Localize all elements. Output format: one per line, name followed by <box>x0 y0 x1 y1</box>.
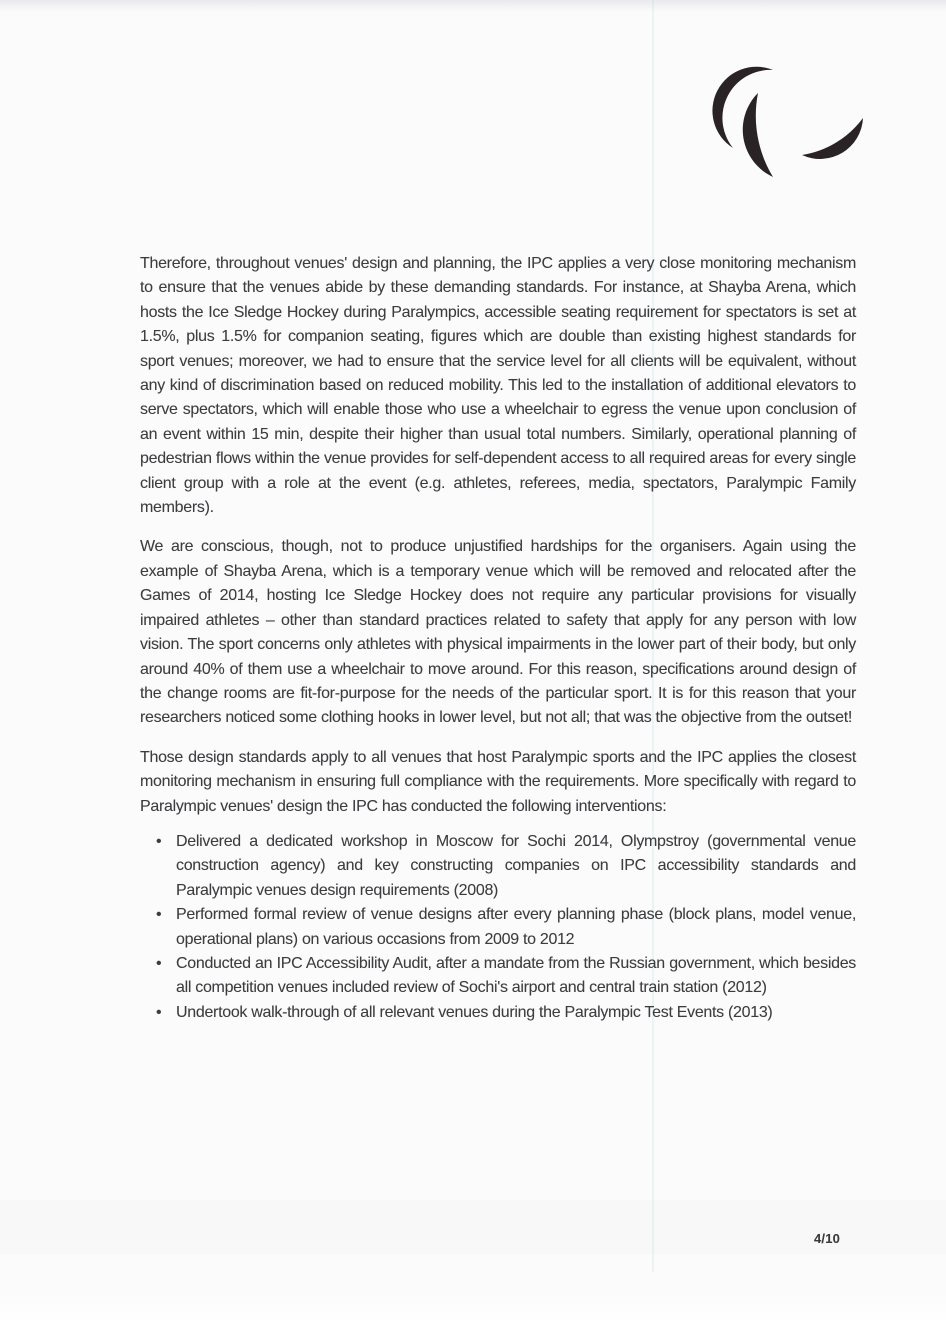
list-item-text: Conducted an IPC Accessibility Audit, after a mandate from the Russian government, which besides all competition venues included review of Sochi's airport and central train station (2012) <box>176 954 856 997</box>
page-number: 4/10 <box>814 1231 841 1246</box>
agito-left <box>712 67 773 148</box>
agito-right <box>802 118 863 159</box>
paralympic-agitos-logo-icon <box>698 60 878 185</box>
list-item-text: Delivered a dedicated workshop in Moscow for Sochi 2014, Olympstroy (governmental venue construction agency) and key constructing companies on IPC accessibility standards and Paralympic venues design requirements (2008) <box>176 832 856 899</box>
bullet-icon: • <box>156 1003 162 1021</box>
paragraph-design-standards-intro: Those design standards apply to all venues that host Paralympic sports and the IPC applies the closest monitoring mechanism in ensuring full compliance with the requirements. More specifically with regard to Paralympic venues' design the IPC has conducted the following interventions: <box>140 748 856 815</box>
agito-middle <box>743 93 773 177</box>
scan-artifact-bottom-fade <box>0 1291 946 1336</box>
page-footer <box>814 1231 840 1246</box>
scan-artifact-top-strip <box>0 0 946 12</box>
bullet-icon: • <box>156 954 162 972</box>
paragraph-no-unjustified-hardships: We are conscious, though, not to produce unjustified hardships for the organisers. Again using the example of Shayba Arena, which is a temporary venue which will be removed and relocated after the Games of 2014, hosting Ice Sledge Hockey does not require any particular provisions for visually impaired athletes – other than standard practices related to safety that apply for any person with low vision. The sport concerns only athletes with physical impairments in the lower part of their body, but only around 40% of them use a wheelchair to move around. For this reason, specifications around design of the change rooms are fit-for-purpose for the needs of the particular sport. It is for this reason that your researchers noticed some clothing hooks in lower level, but not all; that was the objective from the outset! <box>140 538 856 727</box>
scan-artifact-band <box>0 1200 946 1254</box>
list-item-text: Performed formal review of venue designs after every planning phase (block plans, model venue, operational plans) on various occasions from 2009 to 2012 <box>176 906 856 948</box>
interventions-list-item <box>156 1001 856 1025</box>
interventions-list-item <box>156 952 856 1001</box>
bullet-icon: • <box>156 832 162 850</box>
paragraph-monitoring-mechanism: Therefore, throughout venues' design and planning, the IPC applies a very close monitoring mechanism to ensure that the venues abide by these demanding standards. For instance, at Shayba Arena, which hosts the Ice Sledge Hockey during Paralympics, accessible seating requirement for spectators is set at 1.5%, plus 1.5% for companion seating, figures which are double than existing highest standards for sport venues; moreover, we had to ensure that the service level for all clients will be equivalent, without any kind of discrimination based on reduced mobility. This led to the installation of additional elevators to serve spectators, which will enable those who use a wheelchair to egress the venue upon conclusion of an event within 15 min, despite their higher than usual total numbers. Similarly, operational planning of pedestrian flows within the venue provides for self-dependent access to all required areas for every single client group with a role at the event (e.g. athletes, referees, media, spectators, Paralympic Family members). <box>140 255 856 517</box>
interventions-list <box>140 830 856 1025</box>
document-body <box>140 252 856 1025</box>
list-item-text: Undertook walk-through of all relevant venues during the Paralympic Test Events (2013) <box>176 1003 773 1021</box>
interventions-list-item <box>156 830 856 903</box>
bullet-icon: • <box>156 906 162 924</box>
interventions-list-item <box>156 903 856 952</box>
